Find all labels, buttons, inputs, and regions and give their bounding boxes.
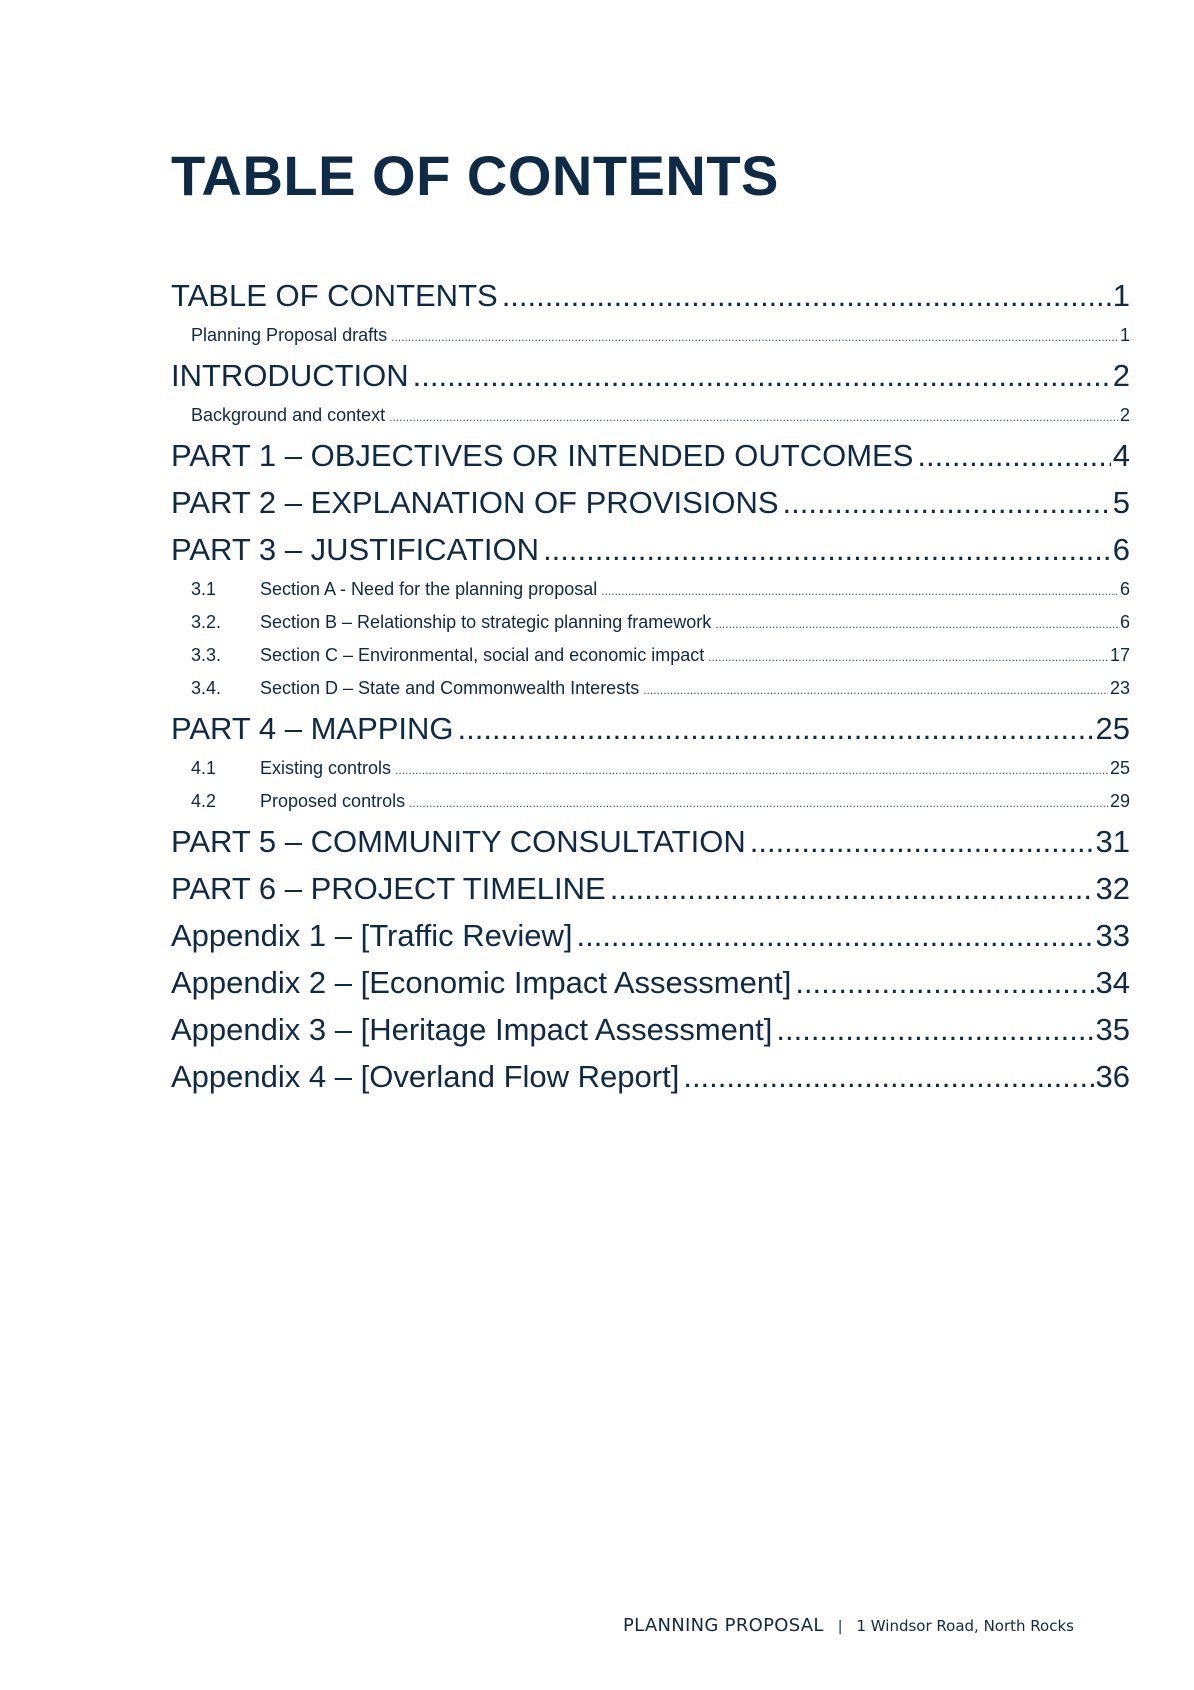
toc-entry-label: PART 1 – OBJECTIVES OR INTENDED OUTCOMES xyxy=(171,438,914,473)
toc-entry-label: Proposed controls xyxy=(260,791,406,811)
toc-entry-label: Planning Proposal drafts xyxy=(191,325,388,345)
toc-entry-label: PART 6 – PROJECT TIMELINE xyxy=(171,871,606,906)
dot-leader xyxy=(458,705,1094,752)
footer-separator: | xyxy=(837,1619,843,1635)
page-title: TABLE OF CONTENTS xyxy=(171,144,779,207)
dot-leader xyxy=(750,818,1094,865)
toc-entry-label: Section B – Relationship to strategic planning framework xyxy=(260,612,712,632)
toc-entry-table-of-contents[interactable] xyxy=(171,272,1130,319)
toc-entry-label: INTRODUCTION xyxy=(171,358,409,393)
toc-entry-appendix-2[interactable] xyxy=(171,959,1130,1006)
toc-entry-page: 25 xyxy=(1109,758,1130,778)
toc-entry-appendix-4[interactable] xyxy=(171,1053,1130,1100)
toc-entry-page: 35 xyxy=(1095,1012,1130,1047)
toc-entry-page: 6 xyxy=(1119,579,1130,599)
dot-leader xyxy=(502,272,1111,319)
toc-entry-section-3-4[interactable] xyxy=(171,672,1130,705)
toc-entry-page: 4 xyxy=(1112,438,1130,473)
toc-entry-label: Section D – State and Commonwealth Interests xyxy=(260,678,640,698)
toc-entry-label: Appendix 3 – [Heritage Impact Assessment] xyxy=(171,1012,773,1047)
dot-leader xyxy=(391,321,1118,354)
toc-entry-number: 4.1 xyxy=(191,758,217,778)
dot-leader xyxy=(409,787,1108,820)
toc-entry-label: PART 2 – EXPLANATION OF PROVISIONS xyxy=(171,485,779,520)
dot-leader xyxy=(795,959,1093,1006)
toc-entry-page: 25 xyxy=(1095,711,1130,746)
toc-entry-number: 3.1 xyxy=(191,579,217,599)
toc-entry-part-3[interactable] xyxy=(171,526,1130,573)
page-footer xyxy=(623,1615,1074,1636)
toc-entry-label: PART 4 – MAPPING xyxy=(171,711,454,746)
toc-entry-page: 2 xyxy=(1119,405,1130,425)
toc-entry-part-6[interactable] xyxy=(171,865,1130,912)
dot-leader xyxy=(610,865,1094,912)
dot-leader xyxy=(776,1006,1093,1053)
toc-entry-page: 36 xyxy=(1095,1059,1130,1094)
dot-leader xyxy=(601,575,1118,608)
toc-entry-appendix-1[interactable] xyxy=(171,912,1130,959)
toc-entry-label: Section C – Environmental, social and economic impact xyxy=(260,645,705,665)
toc-entry-appendix-3[interactable] xyxy=(171,1006,1130,1053)
footer-document-title: PLANNING PROPOSAL xyxy=(623,1615,824,1636)
toc-entry-label: TABLE OF CONTENTS xyxy=(171,278,498,313)
toc-entry-section-3-3[interactable] xyxy=(171,639,1130,672)
toc-entry-page: 23 xyxy=(1109,678,1130,698)
toc-entry-label: Existing controls xyxy=(260,758,392,778)
dot-leader xyxy=(715,608,1118,641)
toc-entry-section-3-2[interactable] xyxy=(171,606,1130,639)
toc-entry-background-and-context[interactable] xyxy=(171,399,1130,432)
toc-entry-page: 33 xyxy=(1095,918,1130,953)
toc-entry-page: 1 xyxy=(1112,278,1130,313)
toc-entry-page: 17 xyxy=(1109,645,1130,665)
toc-entry-page: 6 xyxy=(1119,612,1130,632)
footer-address: 1 Windsor Road, North Rocks xyxy=(856,1617,1074,1635)
dot-leader xyxy=(917,432,1110,479)
toc-entry-introduction[interactable] xyxy=(171,352,1130,399)
toc-entry-label: Appendix 2 – [Economic Impact Assessment] xyxy=(171,965,792,1000)
toc-entry-label: Section A - Need for the planning proposal xyxy=(260,579,598,599)
toc-entry-part-4[interactable] xyxy=(171,705,1130,752)
toc-entry-planning-proposal-drafts[interactable] xyxy=(171,319,1130,352)
toc-entry-label: PART 5 – COMMUNITY CONSULTATION xyxy=(171,824,746,859)
toc-entry-label: Background and context xyxy=(191,405,386,425)
toc-entry-number: 3.3. xyxy=(191,645,222,665)
toc-entry-number: 3.4. xyxy=(191,678,222,698)
toc-entry-page: 32 xyxy=(1095,871,1130,906)
toc-entry-part-2[interactable] xyxy=(171,479,1130,526)
dot-leader xyxy=(643,674,1108,707)
dot-leader xyxy=(783,479,1111,526)
toc-entry-page: 6 xyxy=(1112,532,1130,567)
dot-leader xyxy=(683,1053,1093,1100)
toc-entry-number: 4.2 xyxy=(191,791,217,811)
toc-entry-part-5[interactable] xyxy=(171,818,1130,865)
dot-leader xyxy=(708,641,1108,674)
toc-entry-label: Appendix 1 – [Traffic Review] xyxy=(171,918,573,953)
toc-entry-page: 31 xyxy=(1095,824,1130,859)
dot-leader xyxy=(576,912,1093,959)
toc-entry-label: Appendix 4 – [Overland Flow Report] xyxy=(171,1059,680,1094)
toc-entry-label: PART 3 – JUSTIFICATION xyxy=(171,532,540,567)
toc-entry-page: 34 xyxy=(1095,965,1130,1000)
toc-entry-section-4-1[interactable] xyxy=(171,752,1130,785)
toc-entry-section-3-1[interactable] xyxy=(171,573,1130,606)
toc-entry-page: 1 xyxy=(1119,325,1130,345)
dot-leader xyxy=(413,352,1111,399)
table-of-contents xyxy=(171,272,1130,1100)
dot-leader xyxy=(389,401,1118,434)
toc-entry-number: 3.2. xyxy=(191,612,222,632)
dot-leader xyxy=(395,754,1108,787)
toc-entry-part-1[interactable] xyxy=(171,432,1130,479)
toc-entry-section-4-2[interactable] xyxy=(171,785,1130,818)
toc-entry-page: 5 xyxy=(1112,485,1130,520)
toc-entry-page: 2 xyxy=(1112,358,1130,393)
toc-entry-page: 29 xyxy=(1109,791,1130,811)
dot-leader xyxy=(543,526,1111,573)
